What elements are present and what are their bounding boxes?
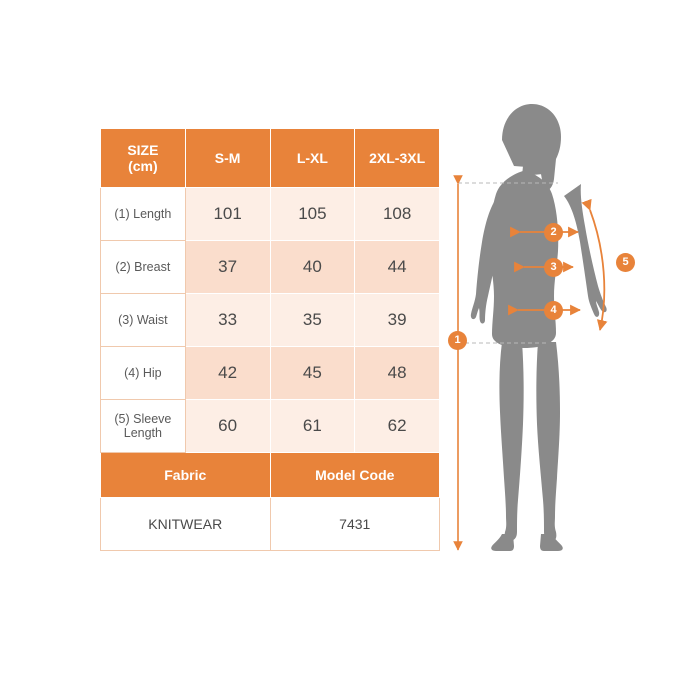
row-label-hip: (4) Hip — [101, 347, 186, 400]
body-silhouette — [471, 104, 607, 551]
cell-hip-2xl-3xl: 48 — [355, 347, 440, 400]
measure-badge-3: 3 — [544, 258, 563, 277]
cell-waist-l-xl: 35 — [270, 294, 355, 347]
header-size-line2: (cm) — [128, 158, 158, 174]
cell-waist-s-m: 33 — [185, 294, 270, 347]
mannequin-svg — [440, 80, 690, 600]
table-footer-row — [101, 498, 440, 551]
measure-badge-2: 2 — [544, 223, 563, 242]
header-size-line1: SIZE — [127, 141, 159, 158]
table-row — [101, 347, 440, 400]
measure-badge-5: 5 — [616, 253, 635, 272]
row-label-breast: (2) Breast — [101, 241, 186, 294]
table-row — [101, 294, 440, 347]
row-label-sleeve-length: (5) Sleeve Length — [101, 400, 186, 453]
cell-waist-2xl-3xl: 39 — [355, 294, 440, 347]
cell-sleeve-s-m: 60 — [185, 400, 270, 453]
cell-length-s-m: 101 — [185, 188, 270, 241]
measure-badge-1: 1 — [448, 331, 467, 350]
row-label-length: (1) Length — [101, 188, 186, 241]
cell-sleeve-2xl-3xl: 62 — [355, 400, 440, 453]
cell-length-2xl-3xl: 108 — [355, 188, 440, 241]
header-size — [101, 129, 186, 188]
cell-breast-s-m: 37 — [185, 241, 270, 294]
footer-header-fabric: Fabric — [101, 453, 271, 498]
mannequin-figure-panel — [440, 80, 690, 600]
row-label-waist: (3) Waist — [101, 294, 186, 347]
header-2xl-3xl: 2XL-3XL — [355, 129, 440, 188]
footer-value-model-code: 7431 — [270, 498, 440, 551]
footer-header-model-code: Model Code — [270, 453, 440, 498]
cell-length-l-xl: 105 — [270, 188, 355, 241]
cell-breast-l-xl: 40 — [270, 241, 355, 294]
measure-badge-4: 4 — [544, 301, 563, 320]
header-s-m: S-M — [185, 129, 270, 188]
table-row — [101, 241, 440, 294]
size-table — [100, 128, 440, 551]
cell-hip-s-m: 42 — [185, 347, 270, 400]
table-footer-header-row — [101, 453, 440, 498]
cell-hip-l-xl: 45 — [270, 347, 355, 400]
header-l-xl: L-XL — [270, 129, 355, 188]
cell-sleeve-l-xl: 61 — [270, 400, 355, 453]
table-header-row — [101, 129, 440, 188]
table-row — [101, 188, 440, 241]
cell-breast-2xl-3xl: 44 — [355, 241, 440, 294]
table-row — [101, 400, 440, 453]
footer-value-fabric: KNITWEAR — [101, 498, 271, 551]
